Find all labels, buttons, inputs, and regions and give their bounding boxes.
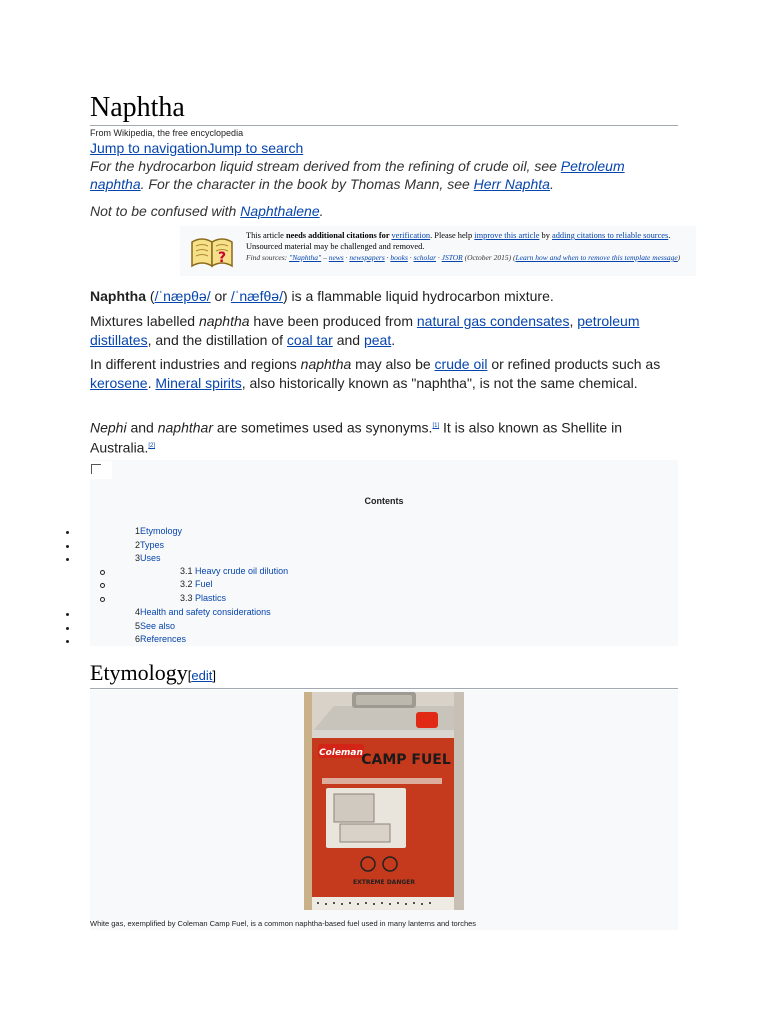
tagline: From Wikipedia, the free encyclopedia [90, 128, 244, 138]
checkbox-icon [91, 464, 101, 474]
text: and [126, 419, 158, 436]
text-italic: Nephi [90, 419, 127, 436]
naphthalene-link[interactable]: Naphthalene [240, 203, 320, 219]
separator: – [321, 253, 329, 262]
svg-text:?: ? [218, 250, 227, 266]
paragraph-mixtures [90, 312, 680, 349]
toc-label: Plastics [195, 593, 227, 603]
naphtha-search-link[interactable]: "Naphtha" [289, 253, 322, 262]
notice-text-part: . Unsourced material may be challenged and removed. [246, 231, 671, 251]
toc-item-etymology[interactable] [135, 526, 182, 536]
toc-number: 3.3 [180, 593, 193, 603]
bullet [66, 545, 69, 548]
separator: · [343, 253, 350, 262]
toc-label: Health and safety considerations [140, 607, 271, 617]
sub-bullet [100, 597, 105, 602]
notice-date: (October 2015) ( [462, 253, 516, 262]
notice-bold: needs additional citations for [286, 231, 392, 240]
text: may also be [351, 356, 435, 372]
petroleum-naphtha-link[interactable]: Petroleum naphtha [90, 158, 625, 192]
news-link[interactable]: news [328, 253, 344, 262]
toc-label: Types [140, 540, 165, 550]
toc-item-plastics[interactable] [180, 593, 226, 603]
book-icon [188, 232, 236, 270]
newspapers-link[interactable]: newspapers [349, 253, 385, 262]
herr-naphta-link[interactable]: Herr Naphta [473, 176, 550, 192]
reference-1-link[interactable]: [1] [432, 423, 440, 429]
section-divider [90, 688, 678, 689]
sub-bullet [100, 570, 105, 575]
toc-item-types[interactable] [135, 540, 164, 550]
toc-number: 5 [135, 621, 141, 631]
verification-link[interactable]: verification [391, 231, 431, 240]
hatnote-naphthalene [90, 202, 680, 220]
brand-text: Coleman [319, 748, 363, 758]
text-italic: naphthar [157, 419, 214, 436]
toc-number: 6 [135, 634, 141, 644]
title-divider [90, 125, 678, 126]
text: , [569, 313, 578, 329]
figure-thumbnail [90, 690, 678, 930]
natural-gas-condensates-link[interactable]: natural gas condensates [416, 313, 570, 329]
separator: · [384, 253, 391, 262]
jump-links [90, 140, 303, 156]
text: have been produced from [249, 313, 417, 329]
toc-toggle-checkbox[interactable] [90, 461, 112, 479]
toc-label: References [140, 634, 187, 644]
warning-text: EXTREME DANGER [353, 879, 415, 886]
separator: · [407, 253, 414, 262]
text: . [147, 374, 156, 391]
bullet [66, 531, 69, 534]
toc-item-heavy-crude-oil-dilution[interactable] [180, 566, 288, 576]
fuel-can-illustration [304, 692, 464, 910]
find-sources [246, 253, 680, 262]
ipa-link-2[interactable]: /ˈnæfθə/ [230, 288, 283, 304]
adding-citations-link[interactable]: adding citations to reliable sources [551, 231, 669, 240]
notice-text [246, 230, 691, 263]
citation-notice [180, 226, 696, 276]
find-sources-label: Find sources: [246, 253, 290, 262]
kerosene-link[interactable]: kerosene [90, 374, 148, 391]
text: and [332, 331, 364, 348]
bracket: ] [212, 668, 216, 683]
bracket: [ [187, 668, 192, 683]
text-italic: naphtha [300, 356, 352, 372]
text: It is also known as Shellite in Australia. [90, 419, 622, 456]
toc-label: Fuel [195, 579, 213, 589]
bullet [66, 613, 69, 616]
term-bold: Naphtha [90, 288, 146, 304]
text: . [391, 331, 396, 348]
toc-item-references[interactable] [135, 634, 186, 644]
coal-tar-link[interactable]: coal tar [286, 331, 333, 348]
toc-label: Uses [140, 553, 161, 563]
peat-link[interactable]: peat [363, 331, 392, 348]
text: or refined products such as [487, 356, 661, 372]
toc-item-health-safety[interactable] [135, 607, 271, 617]
section-heading-etymology [90, 660, 216, 686]
toc-number: 1 [135, 526, 141, 536]
camp-fuel-can-image[interactable] [304, 692, 464, 910]
bullet [66, 640, 69, 643]
hatnote-text: For the hydrocarbon liquid stream derived from the refining of crude oil, see [90, 158, 561, 174]
reference-2-link[interactable]: [2] [148, 443, 156, 450]
toc-number: 3 [135, 553, 141, 563]
edit-section-link[interactable]: edit [191, 668, 213, 683]
figure-caption: White gas, exemplified by Coleman Camp Fuel, is a common naphtha-based fuel used in many lanterns and torches [90, 919, 477, 928]
text: are sometimes used as synonyms. [213, 419, 433, 436]
bullet [66, 627, 69, 630]
toc-number: 2 [135, 540, 141, 550]
table-of-contents [90, 460, 678, 646]
text: , also historically known as "naphtha", is not the same chemical. [241, 374, 638, 391]
text-italic: naphtha [198, 313, 250, 329]
toc-item-see-also[interactable] [135, 621, 175, 631]
petroleum-distillates-link[interactable]: petroleum distillates [90, 313, 640, 348]
notice-text-part: ) [677, 253, 681, 262]
toc-label: See also [140, 621, 176, 631]
toc-item-uses[interactable] [135, 553, 161, 563]
books-link[interactable]: books [390, 253, 408, 262]
paragraph-synonyms [90, 417, 680, 457]
ipa-link-1[interactable]: /ˈnæpθə/ [154, 288, 211, 304]
text: or [210, 288, 231, 304]
remove-template-link[interactable]: Learn how and when to remove this template message [515, 253, 678, 262]
toc-label: Heavy crude oil dilution [195, 566, 289, 576]
edit-bracket [188, 668, 216, 683]
text: , and the distillation of [147, 331, 287, 348]
toc-number: 3.1 [180, 566, 193, 576]
sub-bullet [100, 583, 105, 588]
toc-number: 4 [135, 607, 141, 617]
text: In different industries and regions [90, 356, 301, 372]
jstor-link[interactable]: JSTOR [441, 253, 463, 262]
hatnote-petroleum [90, 157, 680, 193]
product-text: CAMP FUEL [361, 752, 451, 768]
crude-oil-link[interactable]: crude oil [434, 356, 488, 372]
toc-number: 3.2 [180, 579, 193, 589]
text: ( [146, 288, 155, 304]
toc-title: Contents [364, 496, 404, 506]
separator: · [436, 253, 442, 262]
notice-text-part: This article [246, 231, 286, 240]
improve-article-link[interactable]: improve this article [474, 231, 540, 240]
scholar-link[interactable]: scholar [413, 253, 436, 262]
jump-to-search-link[interactable]: Jump to search [207, 140, 304, 156]
section-title: Etymology [90, 660, 188, 685]
paragraph-industries [90, 355, 680, 392]
text: Mixtures labelled [90, 313, 199, 329]
hatnote-text: . For the character in the book by Thomas Mann, see [140, 176, 474, 192]
mineral-spirits-link[interactable]: Mineral spirits [155, 374, 242, 391]
hatnote-text: . [549, 176, 554, 192]
paragraph-intro [90, 287, 680, 306]
jump-to-navigation-link[interactable]: Jump to navigation [90, 140, 208, 156]
toc-label: Etymology [140, 526, 183, 536]
bullet [66, 558, 69, 561]
hatnote-text: . [319, 203, 324, 219]
notice-text-part: by [539, 231, 552, 240]
notice-text-part: . Please help [430, 231, 475, 240]
page-title: Naphtha [90, 92, 185, 123]
text: ) is a flammable liquid hydrocarbon mixture. [282, 288, 554, 304]
hatnote-text: Not to be confused with [90, 203, 241, 219]
toc-item-fuel[interactable] [180, 579, 213, 589]
